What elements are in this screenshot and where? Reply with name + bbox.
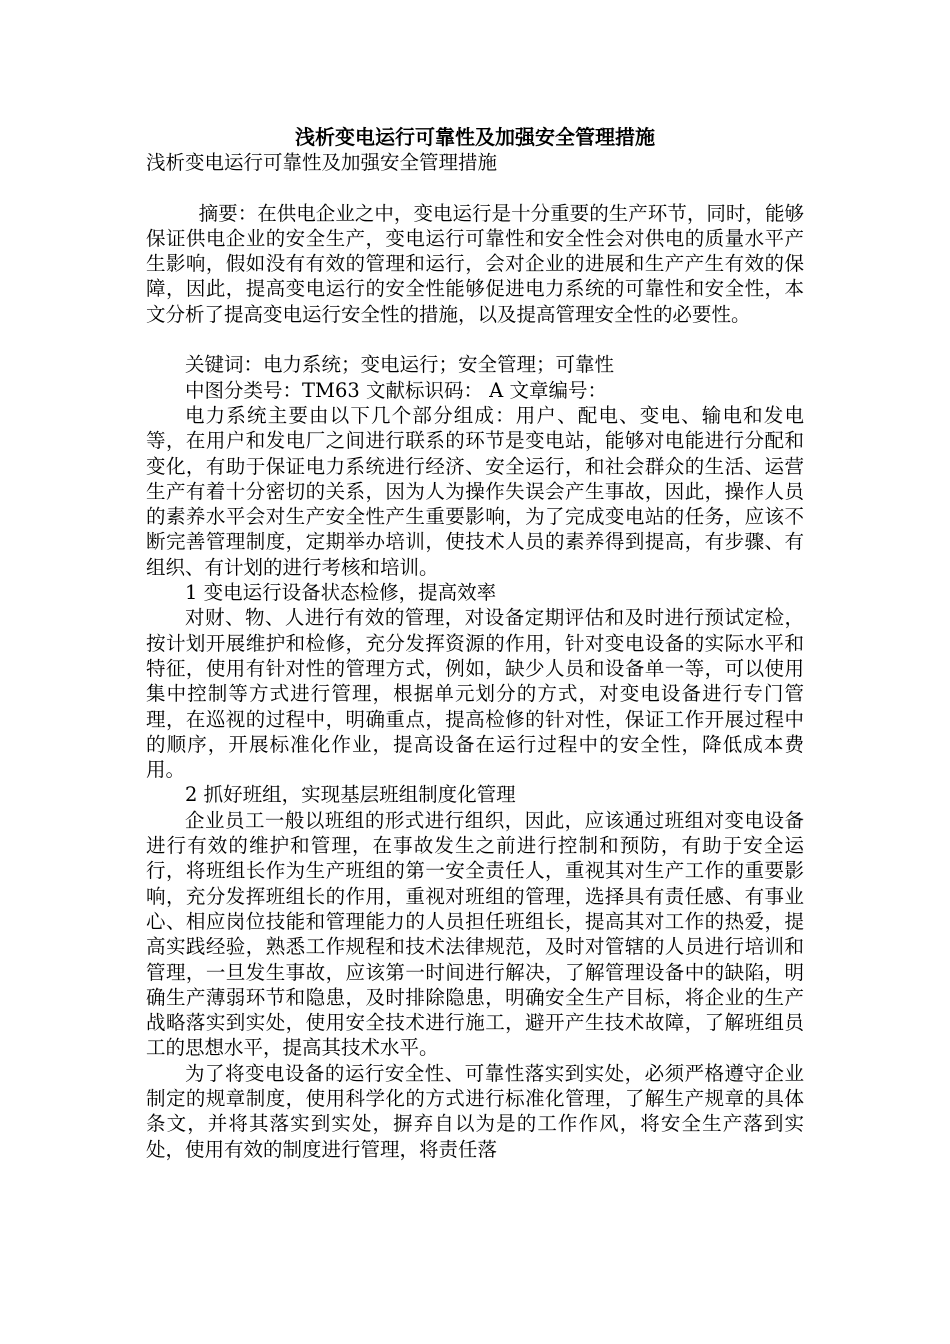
section-2-paragraph: 企业员工一般以班组的形式进行组织，因此，应该通过班组对变电设备进行有效的维护和管理，在事故发生之前进行控制和预防，有助于安全运行，将班组长作为生产班组的第一安全责任人，重视其对生产工作的重要影响，充分发挥班组长的作用，重视对班组的管理，选择具有责任感、有事业心、相应岗位技能和管理能力的人员担任班组长，提高其对工作的热爱，提高实践经验，熟悉工作规程和技术法律规范，及时对管辖的人员进行培训和管理，一旦发生事故，应该第一时间进行解决，了解管理设备中的缺陷，明确生产薄弱环节和隐患，及时排除隐患，明确安全生产目标，将企业的生产战略落实到实处，使用安全技术进行施工，避开产生技术故障，了解班组员工的思想水平，提高其技术水平。 — [146, 808, 804, 1060]
document-subtitle: 浅析变电运行可靠性及加强安全管理措施 — [146, 151, 498, 174]
section-2-heading: 2 抓好班组，实现基层班组制度化管理 — [185, 783, 516, 807]
document-page — [146, 124, 804, 1162]
keywords-line: 关键词：电力系统；变电运行；安全管理；可靠性 — [185, 353, 615, 377]
intro-paragraph: 电力系统主要由以下几个部分组成：用户、配电、变电、输电和发电等，在用户和发电厂之间进行联系的环节是变电站，能够对电能进行分配和变化，有助于保证电力系统进行经济、安全运行，和社会群众的生活、运营生产有着十分密切的关系，因为人为操作失误会产生事故，因此，操作人员的素养水平会对生产安全性产生重要影响，为了完成变电站的任务，应该不断完善管理制度，定期举办培训，使技术人员的素养得到提高，有步骤、有组织、有计划的进行考核和培训。 — [146, 403, 804, 579]
document-title: 浅析变电运行可靠性及加强安全管理措施 — [295, 125, 655, 149]
section-1-paragraph: 对财、物、人进行有效的管理，对设备定期评估和及时进行预试定检，按计划开展维护和检修，充分发挥资源的作用，针对变电设备的实际水平和特征，使用有针对性的管理方式，例如，缺少人员和设备单一等，可以使用集中控制等方式进行管理，根据单元划分的方式，对变电设备进行专门管理，在巡视的过程中，明确重点，提高检修的针对性，保证工作开展过程中的顺序，开展标准化作业，提高设备在运行过程中的安全性，降低成本费用。 — [146, 606, 804, 782]
section-2-paragraph-2: 为了将变电设备的运行安全性、可靠性落实到实处，必须严格遵守企业制定的规章制度，使用科学化的方式进行标准化管理，了解生产规章的具体条文，并将其落实到实处，摒弃自以为是的工作作风，将安全生产落到实处，使用有效的制度进行管理，将责任落 — [146, 1061, 804, 1161]
section-1-heading: 1 变电运行设备状态检修，提高效率 — [185, 581, 497, 605]
spacer — [146, 327, 804, 352]
classification-line: 中图分类号：TM63 文献标识码： A 文章编号： — [185, 378, 607, 402]
abstract-paragraph: 摘要：在供电企业之中，变电运行是十分重要的生产环节，同时，能够保证供电企业的安全生产，变电运行可靠性和安全性会对供电的质量水平产生影响，假如没有有效的管理和运行，会对企业的进展和生产产生有效的保障，因此，提高变电运行的安全性能够促进电力系统的可靠性和安全性，本文分析了提高变电运行安全性的措施，以及提高管理安全性的必要性。 — [146, 201, 804, 326]
spacer — [146, 175, 804, 200]
